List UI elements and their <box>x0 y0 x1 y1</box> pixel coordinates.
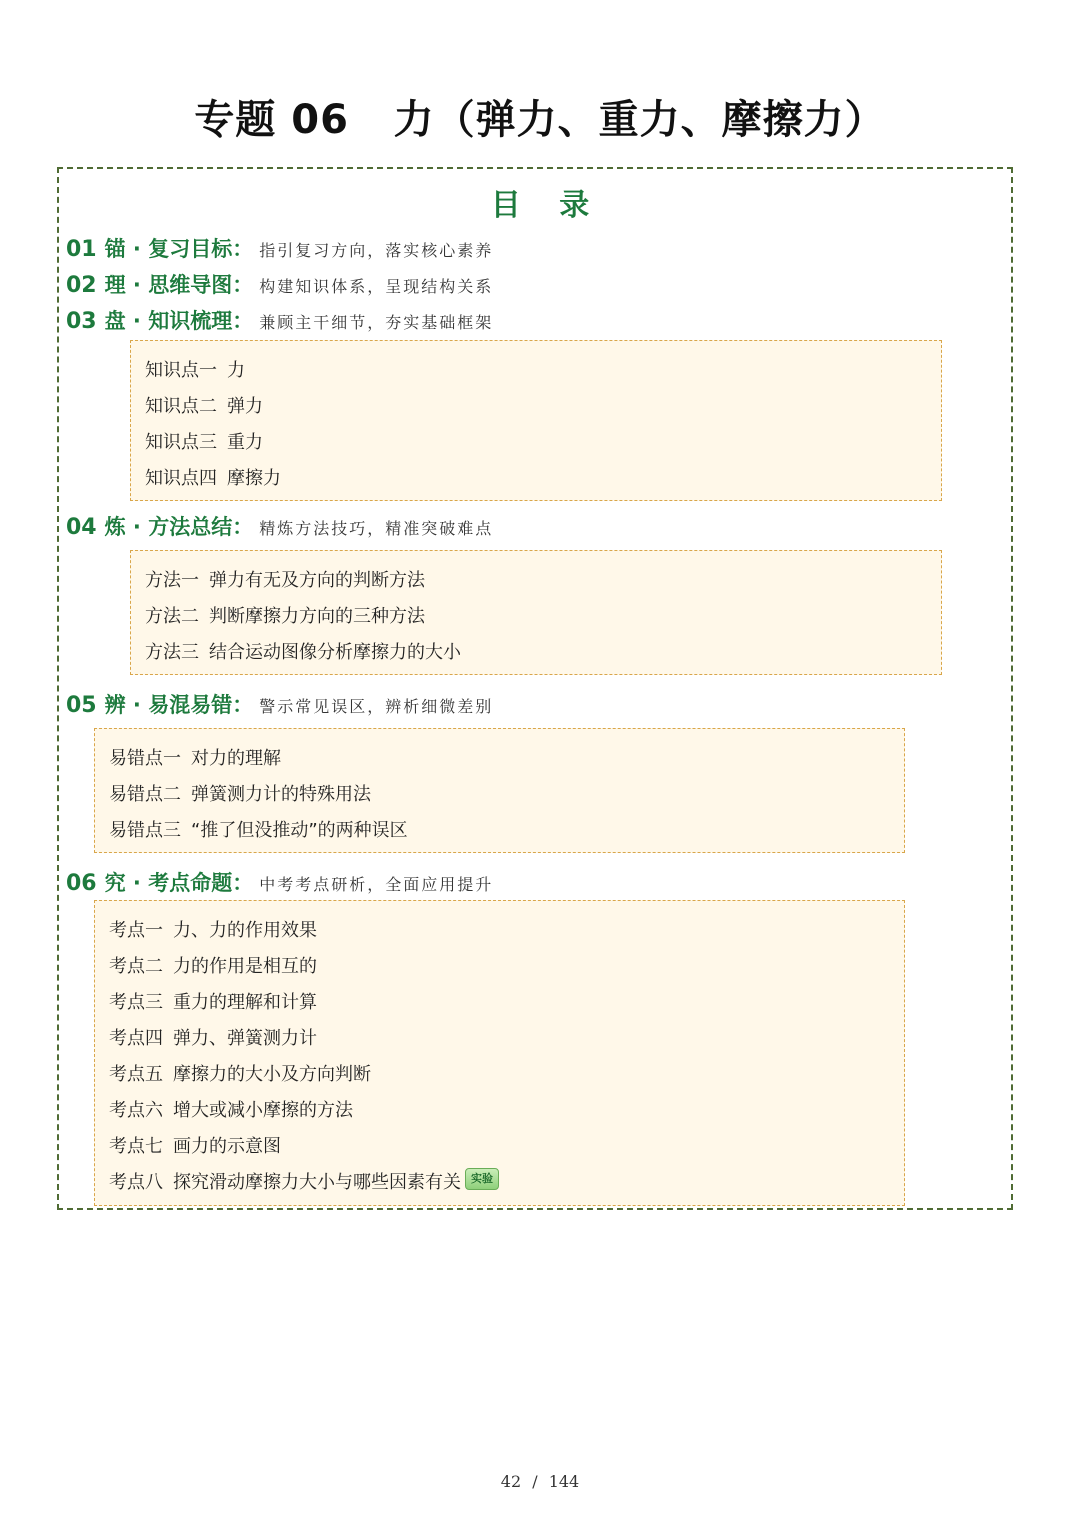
section-description: 指引复习方向，落实核心素养 <box>259 241 494 260</box>
item-text: 摩擦力 <box>227 468 281 489</box>
section-name: 盘 · 知识梳理 <box>104 309 233 333</box>
item-text: 力 <box>227 360 245 381</box>
item-text: 弹簧测力计的特殊用法 <box>191 784 371 805</box>
section-name: 理 · 思维导图 <box>104 273 233 297</box>
toc-section-knowledge[interactable] <box>66 305 493 337</box>
item-label: 方法三 <box>145 642 199 663</box>
item-label: 易错点二 <box>109 784 181 805</box>
mistake-item[interactable] <box>109 780 371 810</box>
item-label: 方法二 <box>145 606 199 627</box>
toc-section-review-goals[interactable] <box>66 233 493 265</box>
item-text: 力、力的作用效果 <box>173 920 317 941</box>
methods-box <box>130 550 942 675</box>
knowledge-point-item[interactable] <box>145 356 245 386</box>
method-item[interactable] <box>145 602 425 632</box>
item-label: 考点五 <box>109 1064 163 1085</box>
item-label: 方法一 <box>145 570 199 591</box>
item-text: “推了但没推动”的两种误区 <box>191 820 408 841</box>
method-item[interactable] <box>145 638 461 668</box>
section-colon: ： <box>232 871 254 895</box>
item-text: 弹力 <box>227 396 263 417</box>
mistake-item[interactable] <box>109 816 408 846</box>
section-colon: ： <box>232 309 254 333</box>
section-number: 06 <box>66 871 97 896</box>
page-number: 42 / 144 <box>500 1472 580 1491</box>
exam-point-item[interactable] <box>109 1060 371 1090</box>
section-description: 警示常见误区，辨析细微差别 <box>259 697 494 716</box>
item-label: 考点一 <box>109 920 163 941</box>
item-text: 判断摩擦力方向的三种方法 <box>209 606 425 627</box>
item-text: 重力 <box>227 432 263 453</box>
item-text: 画力的示意图 <box>173 1136 281 1157</box>
method-item[interactable] <box>145 566 425 596</box>
item-text: 力的作用是相互的 <box>173 956 317 977</box>
section-colon: ： <box>232 273 254 297</box>
section-name: 炼 · 方法总结 <box>104 515 233 539</box>
section-name: 锚 · 复习目标 <box>104 237 233 261</box>
item-text: 增大或减小摩擦的方法 <box>173 1100 353 1121</box>
section-colon: ： <box>232 237 254 261</box>
section-number: 04 <box>66 515 97 540</box>
toc-section-methods[interactable] <box>66 511 493 543</box>
item-label: 知识点四 <box>145 468 217 489</box>
item-text: 弹力、弹簧测力计 <box>173 1028 317 1049</box>
knowledge-point-item[interactable] <box>145 392 263 422</box>
page-title: 专题 06 力（弹力、重力、摩擦力） <box>194 97 886 143</box>
item-text: 结合运动图像分析摩擦力的大小 <box>209 642 461 663</box>
exam-point-item[interactable] <box>109 916 317 946</box>
item-text: 探究滑动摩擦力大小与哪些因素有关 <box>173 1172 461 1193</box>
section-name: 究 · 考点命题 <box>104 871 233 895</box>
section-colon: ： <box>232 515 254 539</box>
item-text: 重力的理解和计算 <box>173 992 317 1013</box>
mistake-item[interactable] <box>109 744 281 774</box>
toc-section-mind-map[interactable] <box>66 269 493 301</box>
exam-point-item[interactable] <box>109 1168 499 1198</box>
exam-points-box <box>94 900 905 1206</box>
mistakes-box <box>94 728 905 853</box>
item-label: 易错点三 <box>109 820 181 841</box>
item-label: 知识点三 <box>145 432 217 453</box>
toc-heading: 目 录 <box>490 188 590 223</box>
section-description: 精炼方法技巧，精准突破难点 <box>259 519 494 538</box>
item-label: 考点四 <box>109 1028 163 1049</box>
section-number: 05 <box>66 693 97 718</box>
section-number: 02 <box>66 273 97 298</box>
item-label: 考点八 <box>109 1172 163 1193</box>
knowledge-point-item[interactable] <box>145 464 281 494</box>
item-label: 知识点一 <box>145 360 217 381</box>
item-label: 知识点二 <box>145 396 217 417</box>
exam-point-item[interactable] <box>109 1024 317 1054</box>
item-label: 考点二 <box>109 956 163 977</box>
item-label: 考点六 <box>109 1100 163 1121</box>
section-description: 兼顾主干细节，夯实基础框架 <box>259 313 494 332</box>
exam-point-item[interactable] <box>109 1132 281 1162</box>
exam-point-item[interactable] <box>109 1096 353 1126</box>
item-label: 考点三 <box>109 992 163 1013</box>
knowledge-point-item[interactable] <box>145 428 263 458</box>
section-number: 03 <box>66 309 97 334</box>
item-text: 对力的理解 <box>191 748 281 769</box>
knowledge-points-box <box>130 340 942 501</box>
section-name: 辨 · 易混易错 <box>104 693 233 717</box>
toc-section-common-mistakes[interactable] <box>66 689 493 721</box>
section-description: 中考考点研析，全面应用提升 <box>259 875 494 894</box>
exam-point-item[interactable] <box>109 988 317 1018</box>
section-colon: ： <box>232 693 254 717</box>
item-text: 弹力有无及方向的判断方法 <box>209 570 425 591</box>
item-text: 摩擦力的大小及方向判断 <box>173 1064 371 1085</box>
exam-point-item[interactable] <box>109 952 317 982</box>
toc-section-exam-points[interactable] <box>66 867 493 899</box>
section-number: 01 <box>66 237 97 262</box>
item-label: 易错点一 <box>109 748 181 769</box>
experiment-badge: 实验 <box>465 1168 499 1190</box>
section-description: 构建知识体系，呈现结构关系 <box>259 277 494 296</box>
item-label: 考点七 <box>109 1136 163 1157</box>
